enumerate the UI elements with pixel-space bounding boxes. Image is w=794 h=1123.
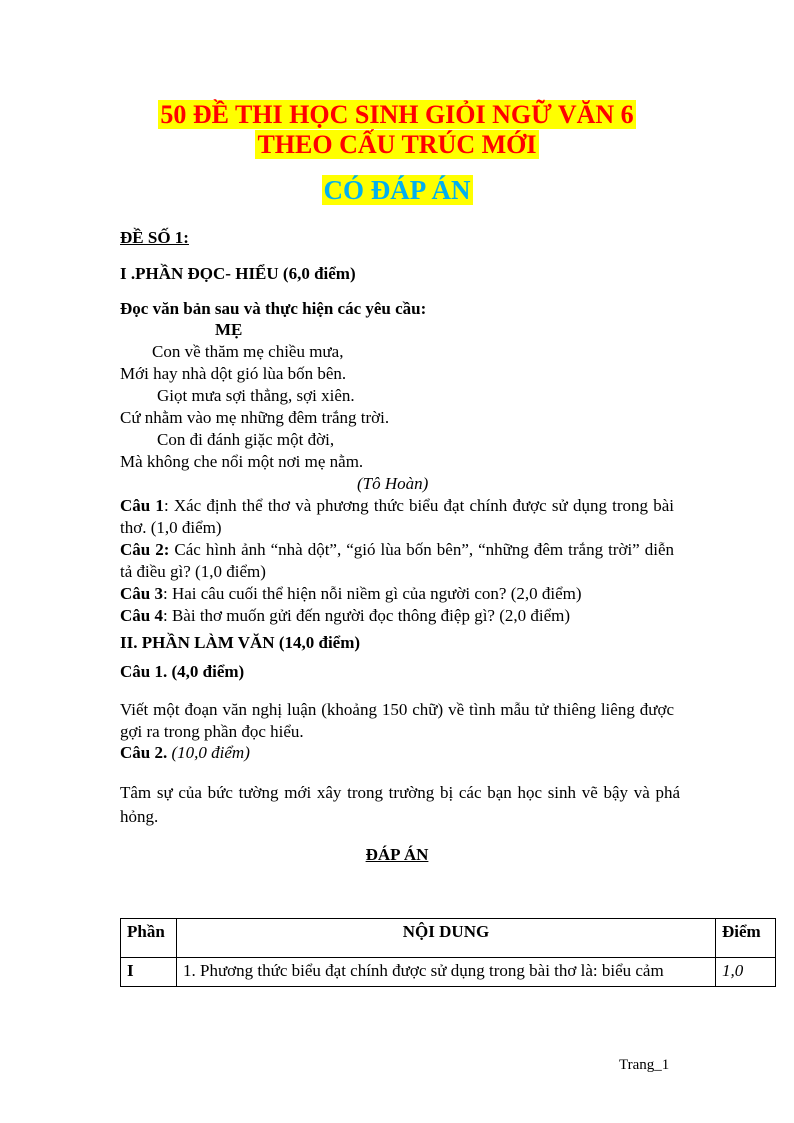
question-label: Câu 1: [120, 496, 164, 515]
header-content: NỘI DUNG: [176, 919, 715, 958]
question-label: Câu 4: [120, 606, 163, 625]
question-3: [120, 583, 674, 605]
title-highlight: 50 ĐỀ THI HỌC SINH GIỎI NGỮ VĂN 6: [160, 100, 634, 129]
row-part: I: [121, 958, 177, 987]
table-header-row: [121, 919, 776, 958]
question-label: Câu 3: [120, 584, 163, 603]
writing-q1-label: Câu 1. (4,0 điểm): [120, 662, 245, 681]
row-content: 1. Phương thức biểu đạt chính được sử dụng trong bài thơ là: biểu cảm: [176, 958, 715, 987]
doc-subtitle: [0, 175, 794, 206]
writing-q2-label: Câu 2.: [120, 743, 168, 762]
poem-line: Mới hay nhà dột gió lùa bốn bên.: [120, 364, 347, 383]
answer-heading: ĐÁP ÁN: [365, 845, 429, 864]
poem-line: Con đi đánh giặc một đời,: [157, 430, 335, 449]
poem-title: MẸ: [215, 320, 243, 339]
question-text: Các hình ảnh “nhà dột”, “gió lùa bốn bên”, “những đêm trắng trời” diễn tả điều gì? (1,0 điểm): [120, 540, 674, 581]
poem-author: (Tô Hoàn): [357, 474, 429, 493]
question-text: : Bài thơ muốn gửi đến người đọc thông điệp gì? (2,0 điểm): [162, 606, 571, 625]
poem-line: Con về thăm mẹ chiều mưa,: [152, 342, 344, 361]
question-1: [120, 495, 674, 539]
row-score: 1,0: [716, 958, 776, 987]
question-label: Câu 2:: [120, 540, 170, 559]
doc-title-line1: [0, 100, 794, 130]
table-row: [121, 958, 776, 987]
question-text: : Hai câu cuối thể hiện nỗi niềm gì của người con? (2,0 điểm): [162, 584, 582, 603]
writing-q2: [120, 743, 250, 763]
question-text: : Xác định thể thơ và phương thức biểu đạt chính được sử dụng trong bài thơ. (1,0 điểm): [120, 496, 674, 537]
part2-heading: II. PHẦN LÀM VĂN (14,0 điểm): [120, 633, 361, 652]
question-2: [120, 539, 674, 583]
page-number: Trang_1: [619, 1057, 670, 1073]
header-part: Phần: [121, 919, 177, 958]
doc-title-line2: [0, 130, 794, 160]
writing-q1-text: Viết một đoạn văn nghị luận (khoảng 150 chữ) về tình mẫu tử thiêng liêng được gợi ra trong phần đọc hiểu.: [120, 700, 674, 741]
instruction: Đọc văn bản sau và thực hiện các yêu cầu:: [120, 299, 427, 318]
poem-line: Giọt mưa sợi thẳng, sợi xiên.: [157, 386, 355, 405]
answer-table: [120, 918, 776, 987]
poem-line: Mà không che nổi một nơi mẹ nằm.: [120, 452, 364, 471]
header-score: Điểm: [716, 919, 776, 958]
title-highlight: THEO CẤU TRÚC MỚI: [257, 130, 537, 159]
part1-heading: I .PHẦN ĐỌC- HIỂU (6,0 điểm): [120, 264, 356, 283]
poem-line: Cứ nhằm vào mẹ những đêm trắng trời.: [120, 408, 390, 427]
exam-number: ĐỀ SỐ 1:: [120, 228, 189, 247]
subtitle-highlight: CÓ ĐÁP ÁN: [323, 175, 471, 205]
question-4: [120, 605, 674, 627]
writing-q2-text: Tâm sự của bức tường mới xây trong trường bị các bạn học sinh vẽ bậy và phá hỏng.: [120, 783, 680, 826]
writing-q2-points: (10,0 điểm): [171, 743, 250, 762]
